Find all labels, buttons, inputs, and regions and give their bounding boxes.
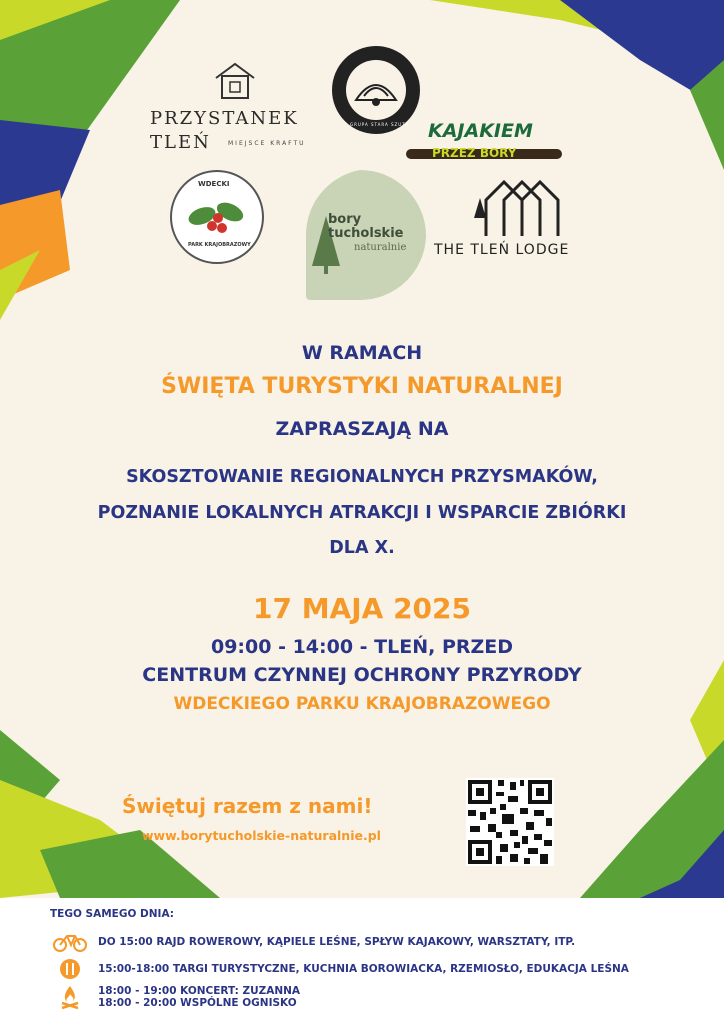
description-line1: SKOSZTOWANIE REGIONALNYCH PRZYSMAKÓW, [126, 467, 598, 487]
intro-line3: ZAPRASZAJĄ NA [275, 418, 449, 440]
list-item [52, 984, 300, 1010]
same-day-section [0, 898, 724, 1024]
kajakiem-logo [406, 118, 562, 168]
seal-text: GRUPA STARA SZUTA [350, 122, 410, 127]
przystanek-title: PRZYSTANEK [150, 108, 299, 129]
event-venue-park: WDECKIEGO PARKU KRAJOBRAZOWEGO [173, 694, 551, 714]
przystanek-subtitle: TLEŃ [150, 132, 211, 153]
campfire-icon [52, 984, 88, 1010]
same-day-item-text: 18:00 - 19:00 KONCERT: ZUZANNA [98, 985, 301, 997]
list-item [52, 932, 575, 952]
kajakiem-title: KAJAKIEM [428, 120, 533, 142]
przystanek-tagline: MIEJSCE KRAFTU [228, 140, 306, 147]
list-item [52, 958, 629, 980]
event-time-place: 09:00 - 14:00 - TLEŃ, PRZED [210, 636, 514, 658]
description-line2: POZNANIE LOKALNYCH ATRAKCJI I WSPARCIE ZBIÓRKI [97, 503, 627, 523]
qr-code[interactable] [466, 778, 554, 866]
intro-line1: W RAMACH [301, 342, 423, 364]
bicycle-icon [52, 932, 88, 952]
cabins-icon [474, 178, 564, 236]
same-day-item-text: DO 15:00 RAJD ROWEROWY, KĄPIELE LEŚNE, SPŁYW KAJAKOWY, WARSZTATY, ITP. [98, 936, 576, 948]
przystanek-logo [146, 60, 326, 160]
kajakiem-subtitle: PRZEZ BORY [432, 146, 517, 160]
tlen-lodge-logo [430, 178, 596, 264]
same-day-item-text: 18:00 - 20:00 WSPÓLNE OGNISKO [98, 997, 297, 1009]
bory-line2: tucholskie [328, 226, 404, 241]
wdecki-bottom: PARK KRAJOBRAZOWY [188, 242, 251, 248]
same-day-heading: TEGO SAMEGO DNIA: [50, 908, 174, 920]
cutlery-icon [52, 958, 88, 980]
description-line3: DLA X. [329, 538, 395, 558]
bory-tucholskie-logo [292, 170, 428, 302]
event-venue: CENTRUM CZYNNEJ OCHRONY PRZYRODY [142, 664, 582, 686]
house-icon [212, 60, 258, 100]
bory-line3: naturalnie [354, 242, 407, 253]
festival-title: ŚWIĘTA TURYSTYKI NATURALNEJ [161, 374, 563, 399]
website-link[interactable]: www.borytucholskie-naturalnie.pl [142, 828, 381, 843]
tlen-lodge-text: THE TLEŃ LODGE [434, 242, 570, 258]
event-date: 17 MAJA 2025 [252, 592, 471, 625]
wdecki-park-logo [168, 168, 266, 266]
wdecki-top: WDECKI [198, 180, 230, 188]
bory-line1: bory [328, 212, 362, 227]
slogan: Świętuj razem z nami! [122, 794, 373, 818]
same-day-item-text: 15:00-18:00 TARGI TURYSTYCZNE, KUCHNIA BOROWIACKA, RZEMIOSŁO, EDUKACJA LEŚNA [98, 963, 629, 975]
